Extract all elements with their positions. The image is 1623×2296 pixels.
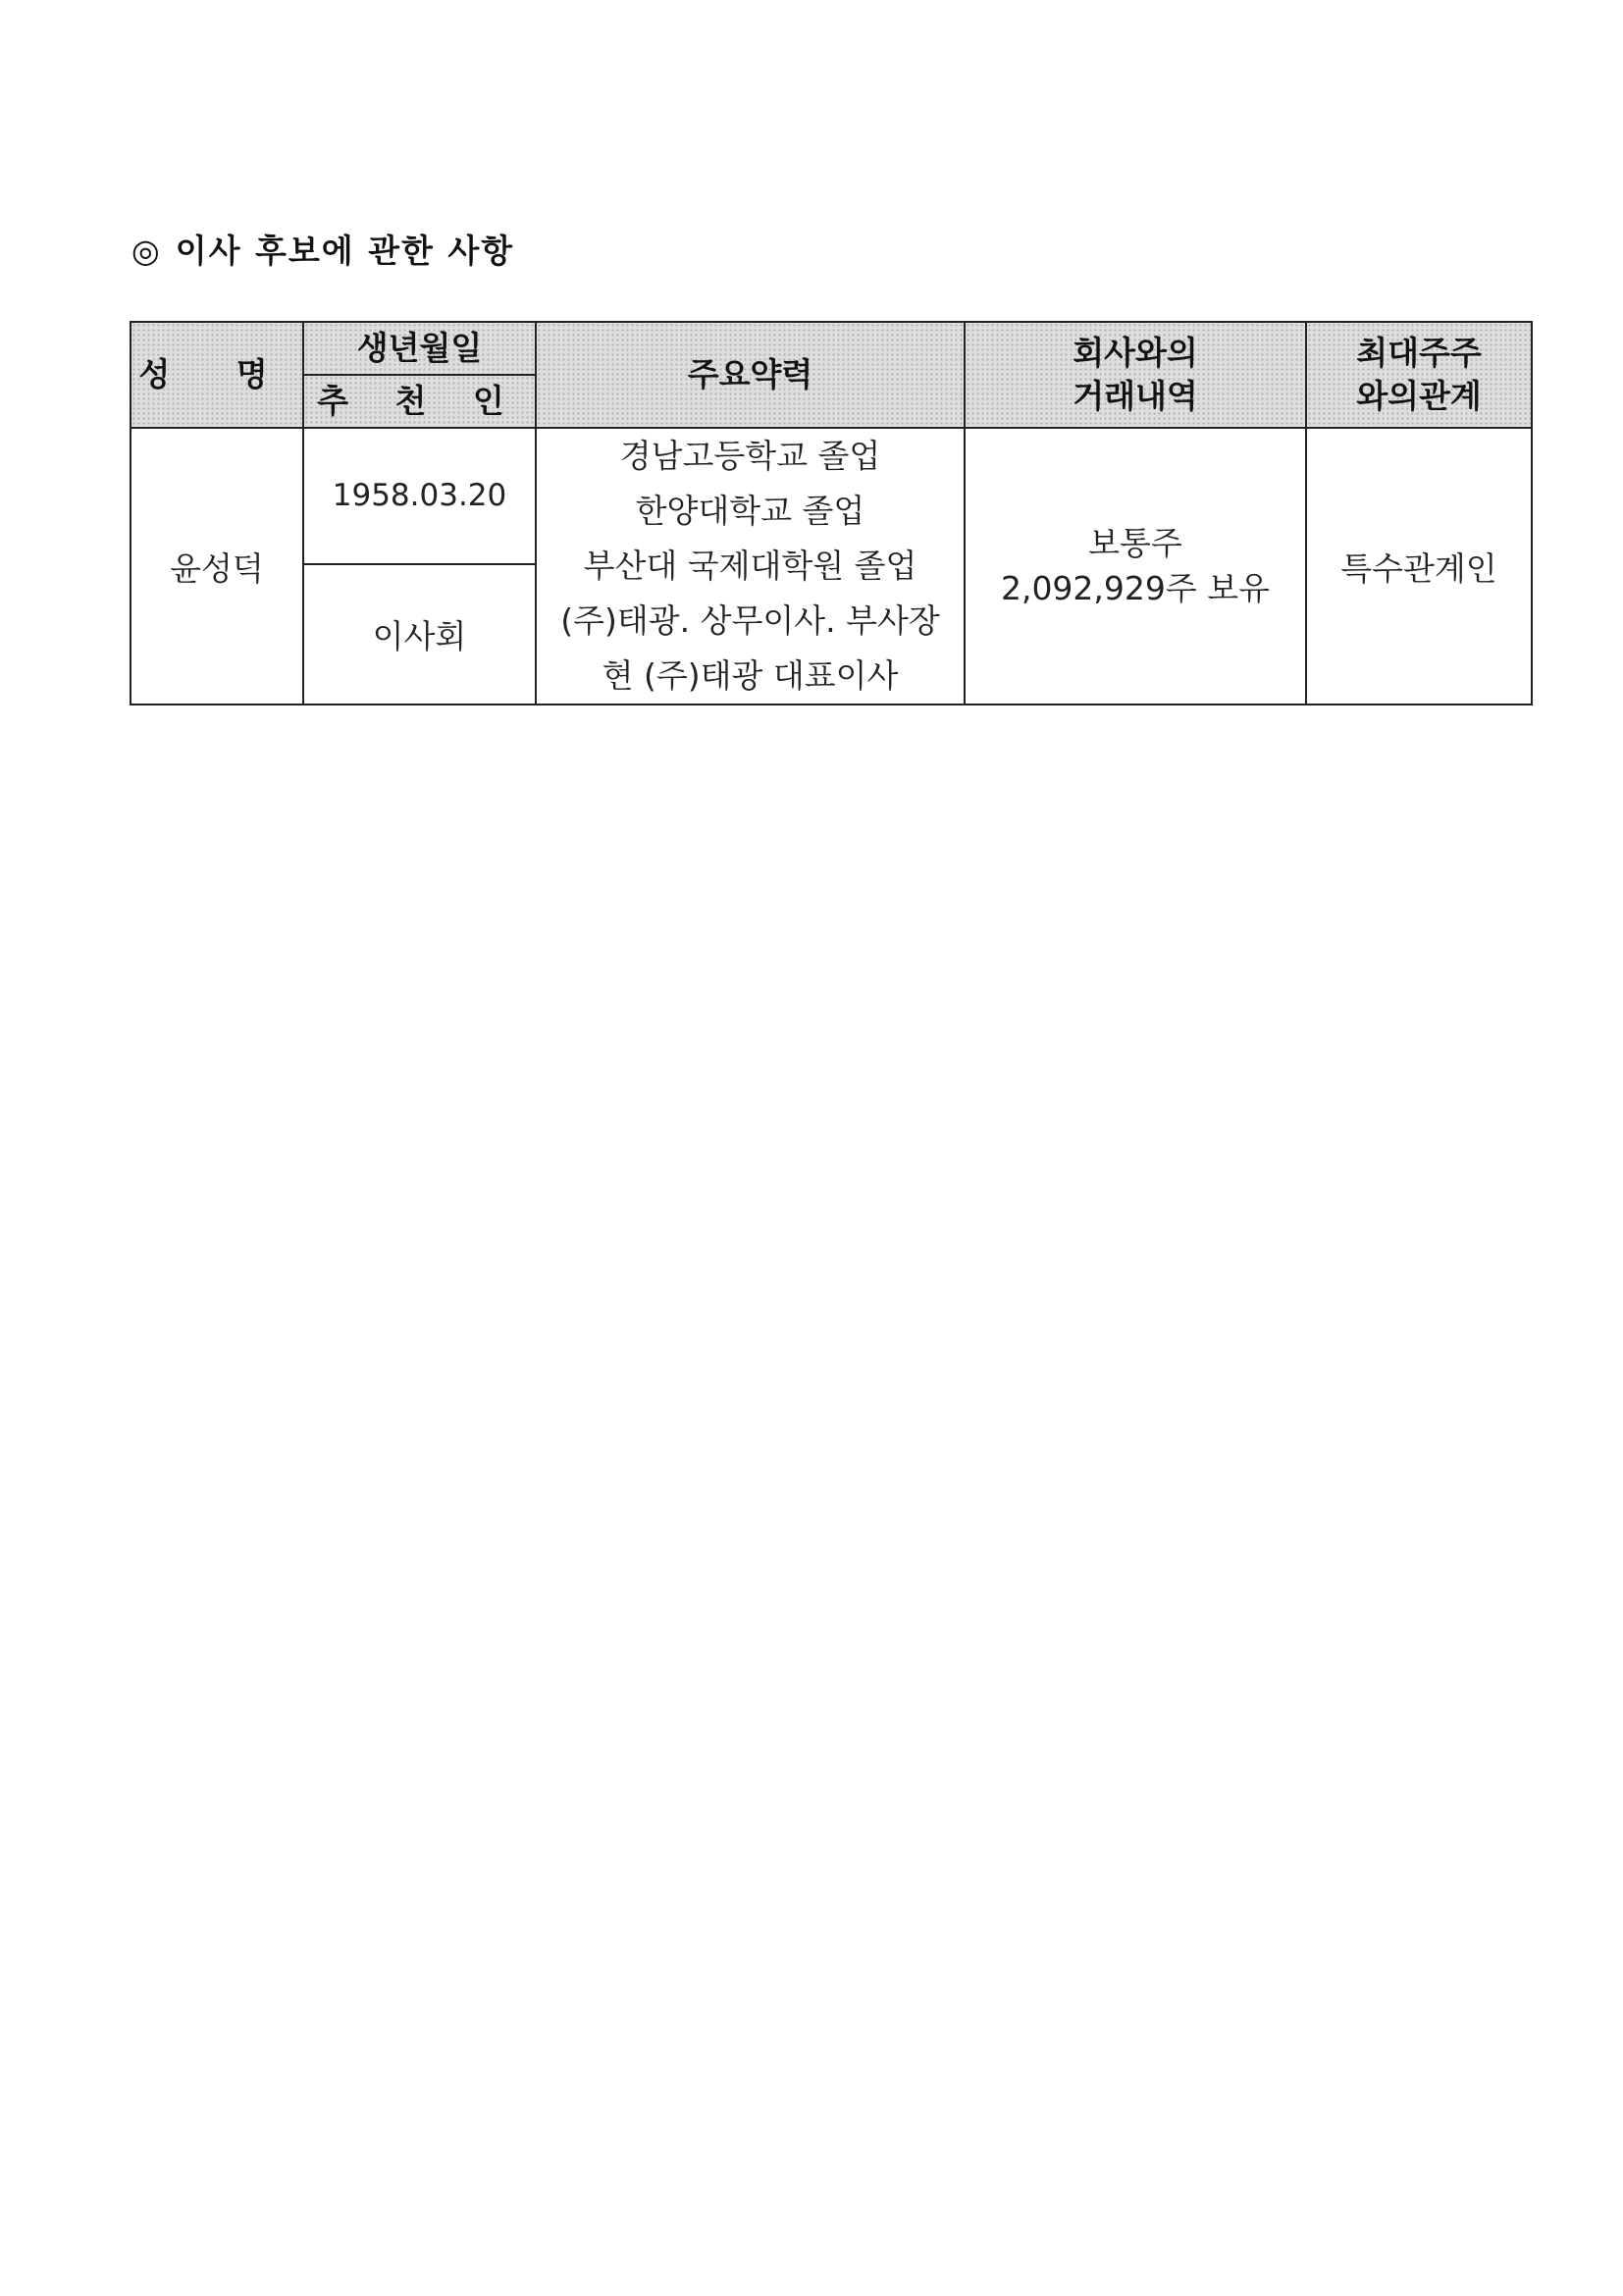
cell-name: 윤성덕 bbox=[131, 428, 303, 704]
header-trade-line-1: 회사와의 bbox=[1073, 334, 1198, 372]
cell-trade-history bbox=[965, 428, 1306, 704]
section-title bbox=[131, 226, 514, 272]
double-circle-icon: ◎ bbox=[131, 232, 162, 270]
career-line: 부산대 국제대학원 졸업 bbox=[583, 547, 917, 585]
header-relation bbox=[1306, 322, 1532, 428]
career-line: 경남고등학교 졸업 bbox=[619, 437, 881, 475]
header-career: 주요약력 bbox=[536, 322, 965, 428]
career-line: 한양대학교 졸업 bbox=[635, 492, 865, 530]
header-relation-line-2: 와의관계 bbox=[1356, 377, 1482, 415]
header-birth-date: 생년월일 bbox=[303, 322, 536, 375]
header-relation-line-1: 최대주주 bbox=[1356, 334, 1482, 372]
table-row bbox=[131, 428, 1532, 564]
career-line: (주)태광. 상무이사. 부사장 bbox=[560, 601, 940, 640]
header-trade-history bbox=[965, 322, 1306, 428]
trade-line-1: 보통주 bbox=[1088, 524, 1182, 562]
director-candidate-table bbox=[130, 321, 1533, 705]
trade-line-2: 2,092,929주 보유 bbox=[1000, 569, 1271, 607]
cell-relation: 특수관계인 bbox=[1306, 428, 1532, 704]
cell-birth-date: 1958.03.20 bbox=[303, 428, 536, 564]
header-name: 성 명 bbox=[131, 322, 303, 428]
scan-noise-line bbox=[39, 942, 1550, 944]
section-title-text: 이사 후보에 관한 사항 bbox=[175, 232, 515, 270]
cell-recommender: 이사회 bbox=[303, 564, 536, 704]
cell-career bbox=[536, 428, 965, 704]
header-recommender: 추 천 인 bbox=[303, 375, 536, 428]
header-trade-line-2: 거래내역 bbox=[1073, 377, 1198, 415]
career-line: 현 (주)태광 대표이사 bbox=[602, 656, 899, 695]
